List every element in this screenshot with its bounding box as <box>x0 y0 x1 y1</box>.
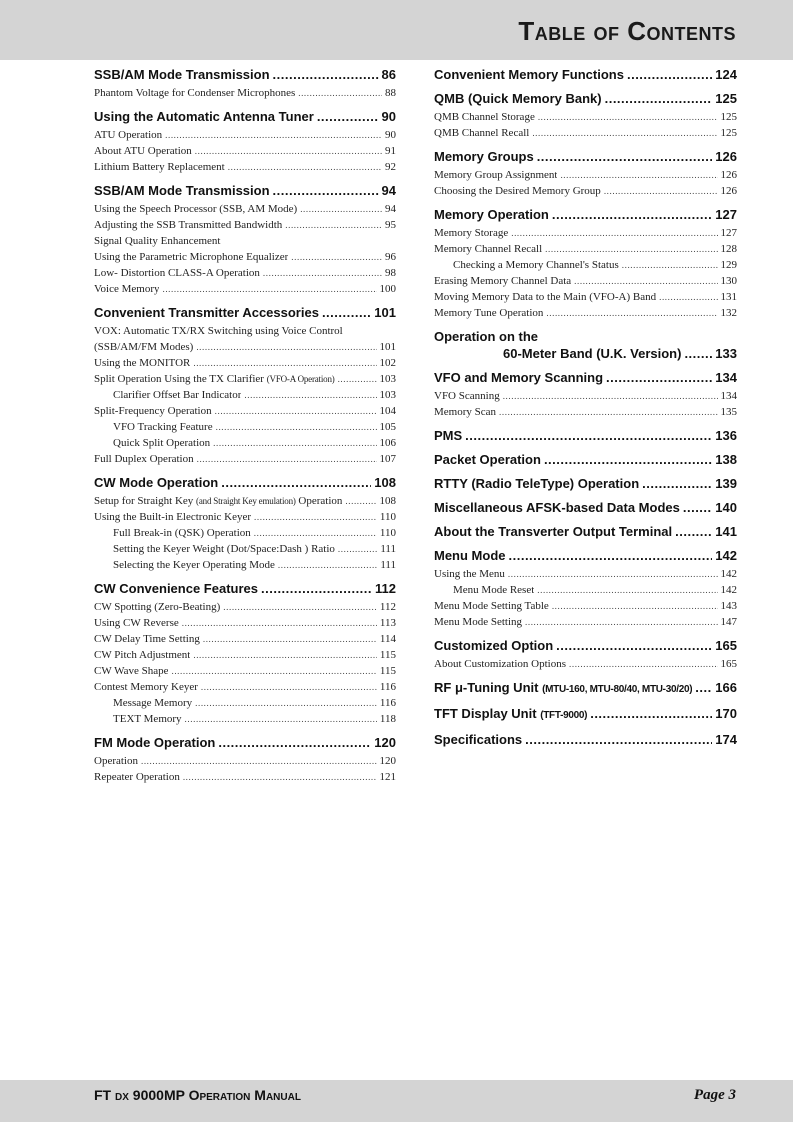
dot-leader <box>537 148 713 165</box>
dot-leader <box>537 582 717 598</box>
toc-section <box>434 731 737 748</box>
dot-leader <box>300 201 382 217</box>
dot-leader <box>195 143 382 159</box>
dot-leader <box>606 369 712 386</box>
toc-entry[interactable]: Moving Memory Data to the Main (VFO-A) Band ..... 131 <box>434 289 737 305</box>
dot-leader <box>261 580 372 597</box>
toc-section <box>434 148 737 199</box>
dot-leader <box>317 108 379 125</box>
toc-heading[interactable]: Miscellaneous AFSK-based Data Modes ..... 140 <box>434 499 737 516</box>
dot-leader <box>218 734 371 751</box>
toc-heading[interactable]: Memory Operation ..... 127 <box>434 206 737 223</box>
toc-section <box>434 328 737 362</box>
toc-entry[interactable]: CW Delay Time Setting ..... 114 <box>94 631 396 647</box>
toc-entry[interactable]: Memory Channel Recall ..... 128 <box>434 241 737 257</box>
toc-section <box>434 427 737 444</box>
toc-entry[interactable]: Memory Tune Operation ..... 132 <box>434 305 737 321</box>
toc-entry[interactable]: About Customization Options ..... 165 <box>434 656 737 672</box>
toc-section <box>94 182 396 297</box>
dot-leader <box>193 355 376 371</box>
toc-heading[interactable]: SSB/AM Mode Transmission ..... 94 <box>94 182 396 199</box>
toc-entry[interactable]: (SSB/AM/FM Modes) ..... 101 <box>94 339 396 355</box>
toc-entry[interactable]: CW Wave Shape ..... 115 <box>94 663 396 679</box>
dot-leader <box>298 85 382 101</box>
page-number: Page 3 <box>693 1087 736 1103</box>
toc-entry[interactable]: Split Operation Using the TX Clarifier (VFO-A Operation) ..... 103 <box>94 371 396 387</box>
toc-entry[interactable]: VFO Scanning ..... 134 <box>434 388 737 404</box>
toc-entry[interactable]: Low- Distortion CLASS-A Operation ..... 98 <box>94 265 396 281</box>
dot-leader <box>552 598 718 614</box>
dot-leader <box>215 403 377 419</box>
toc-subheading: Signal Quality Enhancement <box>94 235 221 247</box>
toc-entry[interactable]: Lithium Battery Replacement ..... 92 <box>94 159 396 175</box>
toc-entry[interactable]: Message Memory ..... 116 <box>94 695 396 711</box>
dot-leader <box>228 159 382 175</box>
toc-section <box>434 679 737 698</box>
dot-leader <box>183 769 377 785</box>
dot-leader <box>162 281 376 297</box>
dot-leader <box>244 387 376 403</box>
toc-entry[interactable]: Using CW Reverse ..... 113 <box>94 615 396 631</box>
dot-leader <box>223 599 377 615</box>
toc-entry[interactable]: ATU Operation ..... 90 <box>94 127 396 143</box>
toc-section <box>434 499 737 516</box>
toc-section <box>434 475 737 492</box>
dot-leader <box>338 541 377 557</box>
dot-leader <box>605 90 713 107</box>
toc-entry[interactable]: Selecting the Keyer Operating Mode ..... 111 <box>94 557 396 573</box>
toc-entry[interactable]: Using the MONITOR ..... 102 <box>94 355 396 371</box>
toc-section <box>434 523 737 540</box>
toc-entry[interactable]: Operation ..... 120 <box>94 753 396 769</box>
dot-leader <box>683 499 712 516</box>
dot-leader <box>185 711 377 727</box>
dot-leader <box>141 753 377 769</box>
toc-entry[interactable]: Clarifier Offset Bar Indicator ..... 103 <box>94 387 396 403</box>
toc-entry[interactable]: QMB Channel Storage ..... 125 <box>434 109 737 125</box>
toc-section <box>94 580 396 727</box>
dot-leader <box>604 183 718 199</box>
dot-leader <box>201 679 377 695</box>
dot-leader <box>465 427 712 444</box>
dot-leader <box>273 66 379 83</box>
toc-heading[interactable]: RTTY (Radio TeleType) Operation ..... 139 <box>434 475 737 492</box>
dot-leader <box>195 695 377 711</box>
toc-entry[interactable]: CW Spotting (Zero-Beating) ..... 112 <box>94 599 396 615</box>
toc-entry[interactable]: Memory Group Assignment ..... 126 <box>434 167 737 183</box>
toc-entry[interactable]: Repeater Operation ..... 121 <box>94 769 396 785</box>
toc-entry[interactable]: Using the Built-in Electronic Keyer ..... 110 <box>94 509 396 525</box>
toc-heading[interactable]: RF μ-Tuning Unit (MTU-160, MTU-80/40, MTU-30/20) ..... 166 <box>434 679 737 698</box>
dot-leader <box>684 345 712 362</box>
toc-heading-line1[interactable]: Operation on the <box>434 329 538 344</box>
toc-entry[interactable]: About ATU Operation ..... 91 <box>94 143 396 159</box>
toc-entry[interactable]: Setup for Straight Key (and Straight Key emulation) Operation ..... 108 <box>94 493 396 509</box>
toc-heading[interactable]: Packet Operation ..... 138 <box>434 451 737 468</box>
dot-leader <box>556 637 712 654</box>
dot-leader <box>203 631 377 647</box>
toc-heading[interactable]: Customized Option ..... 165 <box>434 637 737 654</box>
toc-section <box>434 451 737 468</box>
toc-section <box>94 474 396 573</box>
dot-leader <box>182 615 377 631</box>
toc-entry[interactable]: Quick Split Operation ..... 106 <box>94 435 396 451</box>
toc-entry[interactable]: TEXT Memory ..... 118 <box>94 711 396 727</box>
dot-leader <box>278 557 377 573</box>
dot-leader <box>538 109 718 125</box>
dot-leader <box>503 388 718 404</box>
dot-leader <box>197 451 377 467</box>
toc-entry[interactable]: Erasing Memory Channel Data ..... 130 <box>434 273 737 289</box>
toc-heading[interactable]: Memory Groups ..... 126 <box>434 148 737 165</box>
dot-leader <box>509 547 713 564</box>
dot-leader <box>338 371 377 387</box>
dot-leader <box>511 225 717 241</box>
dot-leader <box>499 404 717 420</box>
toc-heading[interactable]: Using the Automatic Antenna Tuner ..... 90 <box>94 108 396 125</box>
toc-entry[interactable]: Setting the Keyer Weight (Dot/Space:Dash ) Ratio ..... 111 <box>94 541 396 557</box>
toc-section <box>434 90 737 141</box>
toc-section <box>434 547 737 630</box>
toc-heading[interactable]: SSB/AM Mode Transmission ..... 86 <box>94 66 396 83</box>
dot-leader <box>196 339 376 355</box>
toc-entry[interactable]: Full Duplex Operation ..... 107 <box>94 451 396 467</box>
toc-entry[interactable]: Using the Speech Processor (SSB, AM Mode) ..... 94 <box>94 201 396 217</box>
toc-entry[interactable]: Menu Mode Setting ..... 147 <box>434 614 737 630</box>
toc-entry[interactable]: Contest Memory Keyer ..... 116 <box>94 679 396 695</box>
dot-leader <box>508 566 718 582</box>
manual-title: FT DX 9000MP Operation Manual <box>94 1087 301 1103</box>
dot-leader <box>345 493 376 509</box>
dot-leader <box>213 435 376 451</box>
dot-leader <box>285 217 382 233</box>
toc-heading[interactable]: QMB (Quick Memory Bank) ..... 125 <box>434 90 737 107</box>
dot-leader <box>590 705 712 722</box>
toc-entry[interactable]: Checking a Memory Channel's Status ..... 129 <box>434 257 737 273</box>
toc-right-column <box>434 66 737 750</box>
dot-leader <box>273 182 379 199</box>
dot-leader <box>545 241 717 257</box>
toc-entry[interactable]: Menu Mode Setting Table ..... 143 <box>434 598 737 614</box>
toc-section <box>434 206 737 321</box>
dot-leader <box>216 419 377 435</box>
dot-leader <box>622 257 718 273</box>
toc-entry-line1[interactable]: VOX: Automatic TX/RX Switching using Voice Control <box>94 325 343 337</box>
toc-heading[interactable]: Convenient Memory Functions ..... 124 <box>434 66 737 83</box>
toc-section <box>94 66 396 101</box>
dot-leader <box>659 289 717 305</box>
dot-leader <box>171 663 376 679</box>
toc-entry[interactable]: Menu Mode Reset ..... 142 <box>434 582 737 598</box>
dot-leader <box>675 523 712 540</box>
dot-leader <box>291 249 382 265</box>
dot-leader <box>165 127 382 143</box>
toc-heading[interactable]: VFO and Memory Scanning ..... 134 <box>434 369 737 386</box>
toc-entry[interactable]: Full Break-in (QSK) Operation ..... 110 <box>94 525 396 541</box>
toc-heading[interactable]: CW Convenience Features ..... 112 <box>94 580 396 597</box>
toc-section <box>434 637 737 672</box>
dot-leader <box>552 206 712 223</box>
toc-entry[interactable]: Split-Frequency Operation ..... 104 <box>94 403 396 419</box>
dot-leader <box>193 647 377 663</box>
toc-section <box>94 734 396 785</box>
toc-entry[interactable]: Memory Storage ..... 127 <box>434 225 737 241</box>
dot-leader <box>695 679 712 696</box>
toc-heading[interactable]: PMS ..... 136 <box>434 427 737 444</box>
toc-heading[interactable]: Menu Mode ..... 142 <box>434 547 737 564</box>
toc-entry[interactable]: QMB Channel Recall ..... 125 <box>434 125 737 141</box>
toc-heading[interactable]: Convenient Transmitter Accessories ..... 101 <box>94 304 396 321</box>
toc-left-column <box>94 66 396 785</box>
toc-entry[interactable]: Voice Memory ..... 100 <box>94 281 396 297</box>
dot-leader <box>642 475 712 492</box>
toc-entry[interactable]: Phantom Voltage for Condenser Microphones ..... 88 <box>94 85 396 101</box>
dot-leader <box>560 167 717 183</box>
dot-leader <box>221 474 371 491</box>
toc-entry[interactable]: CW Pitch Adjustment ..... 115 <box>94 647 396 663</box>
toc-section <box>94 108 396 175</box>
page-title: Table of Contents <box>518 16 736 46</box>
toc-heading[interactable]: CW Mode Operation ..... 108 <box>94 474 396 491</box>
toc-heading[interactable]: About the Transverter Output Terminal ..... 141 <box>434 523 737 540</box>
dot-leader <box>254 509 377 525</box>
dot-leader <box>546 305 717 321</box>
dot-leader <box>322 304 371 321</box>
toc-section <box>94 304 396 467</box>
toc-section <box>434 66 737 83</box>
dot-leader <box>525 614 718 630</box>
toc-heading[interactable]: 60-Meter Band (U.K. Version) ..... 133 <box>434 345 737 362</box>
dot-leader <box>254 525 377 541</box>
toc-entry[interactable]: Adjusting the SSB Transmitted Bandwidth ..... 95 <box>94 217 396 233</box>
dot-leader <box>544 451 712 468</box>
dot-leader <box>263 265 382 281</box>
toc-heading[interactable]: TFT Display Unit (TFT-9000) ..... 170 <box>434 705 737 724</box>
toc-entry[interactable]: VFO Tracking Feature ..... 105 <box>94 419 396 435</box>
dot-leader <box>627 66 712 83</box>
dot-leader <box>525 731 712 748</box>
toc-entry[interactable]: Choosing the Desired Memory Group ..... 126 <box>434 183 737 199</box>
toc-heading[interactable]: FM Mode Operation ..... 120 <box>94 734 396 751</box>
dot-leader <box>569 656 718 672</box>
toc-entry[interactable]: Using the Parametric Microphone Equalizer ..... 96 <box>94 249 396 265</box>
toc-heading[interactable]: Specifications ..... 174 <box>434 731 737 748</box>
toc-entry[interactable]: Using the Menu ..... 142 <box>434 566 737 582</box>
dot-leader <box>574 273 717 289</box>
dot-leader <box>532 125 717 141</box>
toc-section <box>434 705 737 724</box>
toc-entry[interactable]: Memory Scan ..... 135 <box>434 404 737 420</box>
toc-section <box>434 369 737 420</box>
